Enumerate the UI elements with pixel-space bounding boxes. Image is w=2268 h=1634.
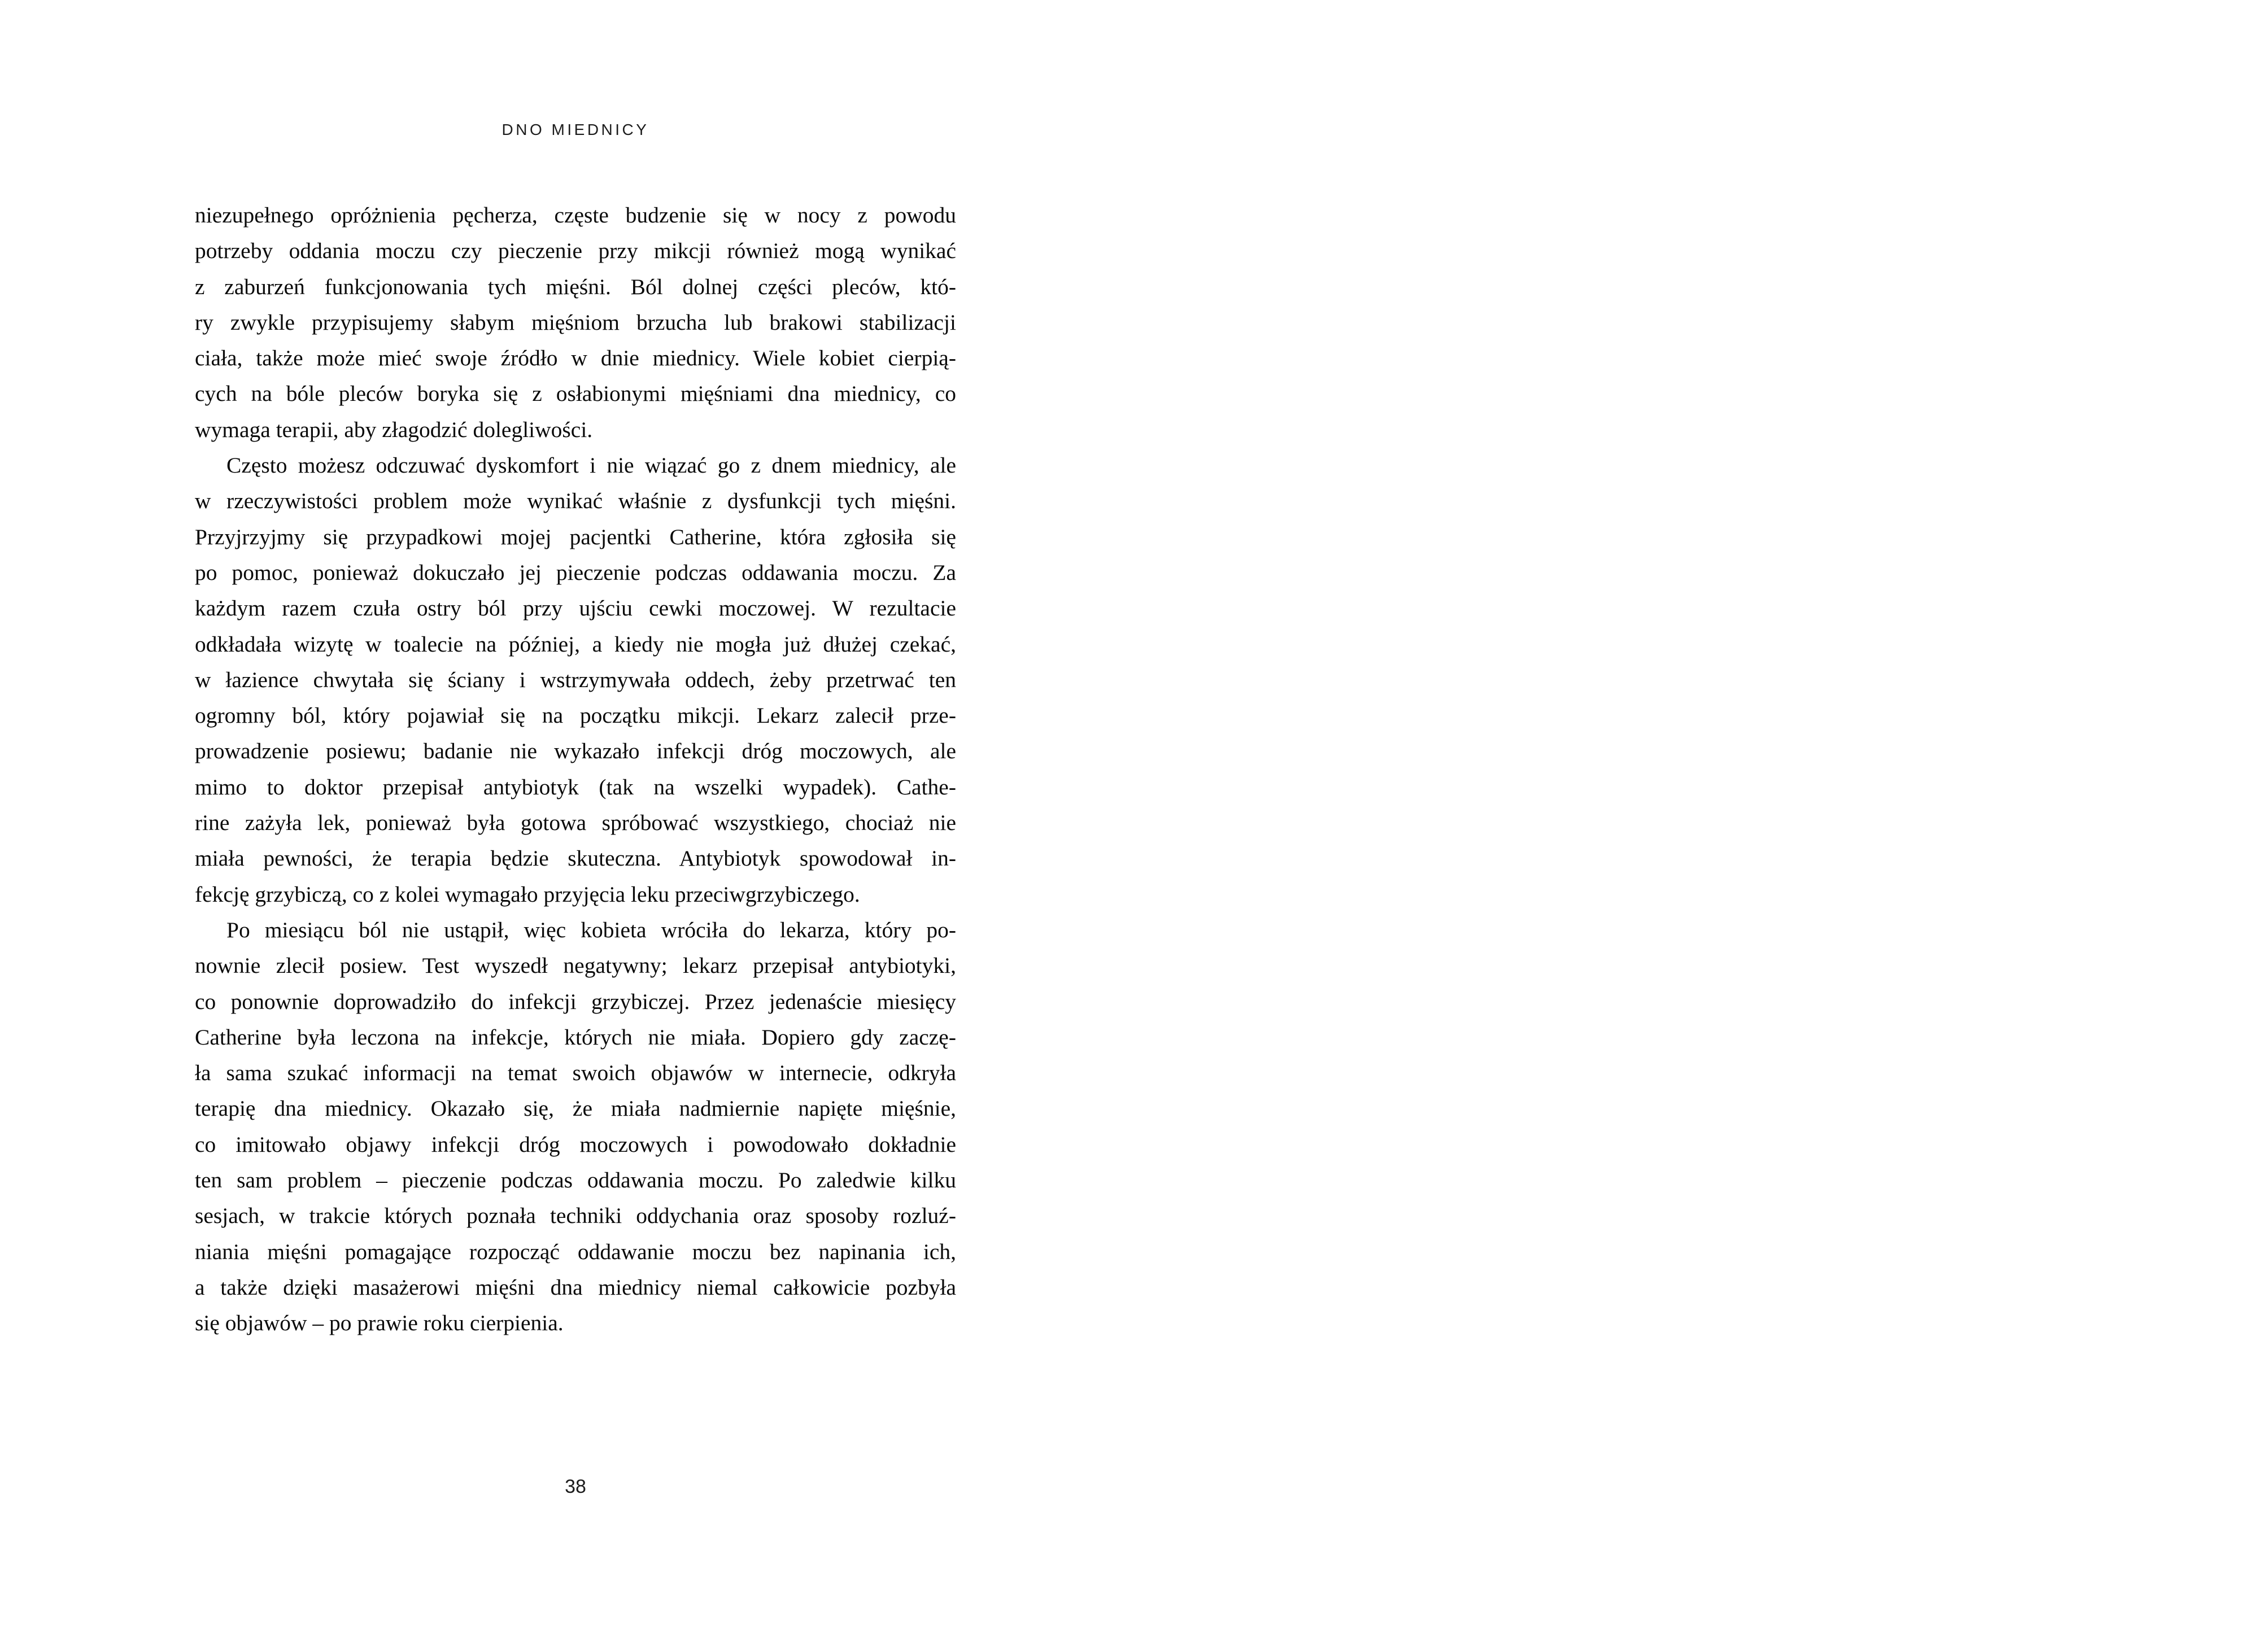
body-line: Catherine była leczona na infekcje, których nie miała. Dopiero gdy zaczę- [195, 1024, 956, 1050]
running-head: DNO MIEDNICY [501, 121, 649, 138]
body-line: co imitowało objawy infekcji dróg moczowych i powodowało dokładnie [195, 1131, 956, 1157]
body-line: fekcję grzybiczą, co z kolei wymagało przyjęcia leku przeciwgrzybiczego. [195, 881, 860, 907]
body-text [195, 198, 956, 1342]
body-line: prowadzenie posiewu; badanie nie wykazało infekcji dróg moczowych, ale [195, 739, 956, 764]
body-line: ogromny ból, który pojawiał się na początku mikcji. Lekarz zalecił prze- [195, 703, 956, 728]
body-line: sesjach, w trakcie których poznała techniki oddychania oraz sposoby rozluź- [195, 1203, 956, 1229]
body-line: mimo to doktor przepisał antybiotyk (tak na wszelki wypadek). Cathe- [195, 774, 956, 799]
body-line: odkładała wizytę w toalecie na później, a kiedy nie mogła już dłużej czekać, [195, 631, 956, 657]
body-line: każdym razem czuła ostry ból przy ujściu cewki moczowej. W rezultacie [195, 596, 956, 621]
body-line: ten sam problem – pieczenie podczas oddawania moczu. Po zaledwie kilku [195, 1168, 956, 1193]
body-line: ciała, także może mieć swoje źródło w dnie miednicy. Wiele kobiet cierpią- [195, 346, 956, 371]
body-line: cych na bóle pleców boryka się z osłabionymi mięśniami dna miednicy, co [195, 381, 956, 407]
body-line: Po miesiącu ból nie ustąpił, więc kobieta wróciła do lekarza, który po- [226, 917, 956, 942]
body-line: w łazience chwytała się ściany i wstrzymywała oddech, żeby przetrwać ten [195, 667, 956, 692]
body-line: nownie zlecił posiew. Test wyszedł negatywny; lekarz przepisał antybiotyki, [195, 953, 956, 978]
body-line: wymaga terapii, aby złagodzić dolegliwości. [195, 417, 593, 442]
body-line: w rzeczywistości problem może wynikać właśnie z dysfunkcji tych mięśni. [195, 488, 956, 514]
body-line: z zaburzeń funkcjonowania tych mięśni. Ból dolnej części pleców, któ- [195, 274, 956, 299]
body-line: się objawów – po prawie roku cierpienia. [195, 1310, 564, 1336]
body-line: rine zażyła lek, ponieważ była gotowa spróbować wszystkiego, chociaż nie [195, 810, 956, 836]
body-line: Często możesz odczuwać dyskomfort i nie wiązać go z dnem miednicy, ale [226, 453, 956, 478]
body-line: ry zwykle przypisujemy słabym mięśniom brzucha lub brakowi stabilizacji [195, 309, 956, 335]
body-line: a także dzięki masażerowi mięśni dna miednicy niemal całkowicie pozbyła [195, 1274, 956, 1300]
body-line: niezupełnego opróżnienia pęcherza, częste budzenie się w nocy z powodu [195, 203, 956, 228]
body-line: miała pewności, że terapia będzie skuteczna. Antybiotyk spowodował in- [195, 846, 956, 871]
body-line: co ponownie doprowadziło do infekcji grzybiczej. Przez jedenaście miesięcy [195, 989, 956, 1014]
page-number: 38 [565, 1476, 586, 1497]
body-line: potrzeby oddania moczu czy pieczenie przy mikcji również mogą wynikać [195, 238, 956, 264]
body-line: niania mięśni pomagające rozpocząć oddawanie moczu bez napinania ich, [195, 1239, 956, 1264]
body-line: ła sama szukać informacji na temat swoich objawów w internecie, odkryła [195, 1060, 956, 1086]
body-line: Przyjrzyjmy się przypadkowi mojej pacjentki Catherine, która zgłosiła się [195, 524, 956, 549]
body-line: po pomoc, ponieważ dokuczało jej pieczenie podczas oddawania moczu. Za [195, 560, 956, 585]
body-line: terapię dna miednicy. Okazało się, że miała nadmiernie napięte mięśnie, [195, 1096, 956, 1121]
